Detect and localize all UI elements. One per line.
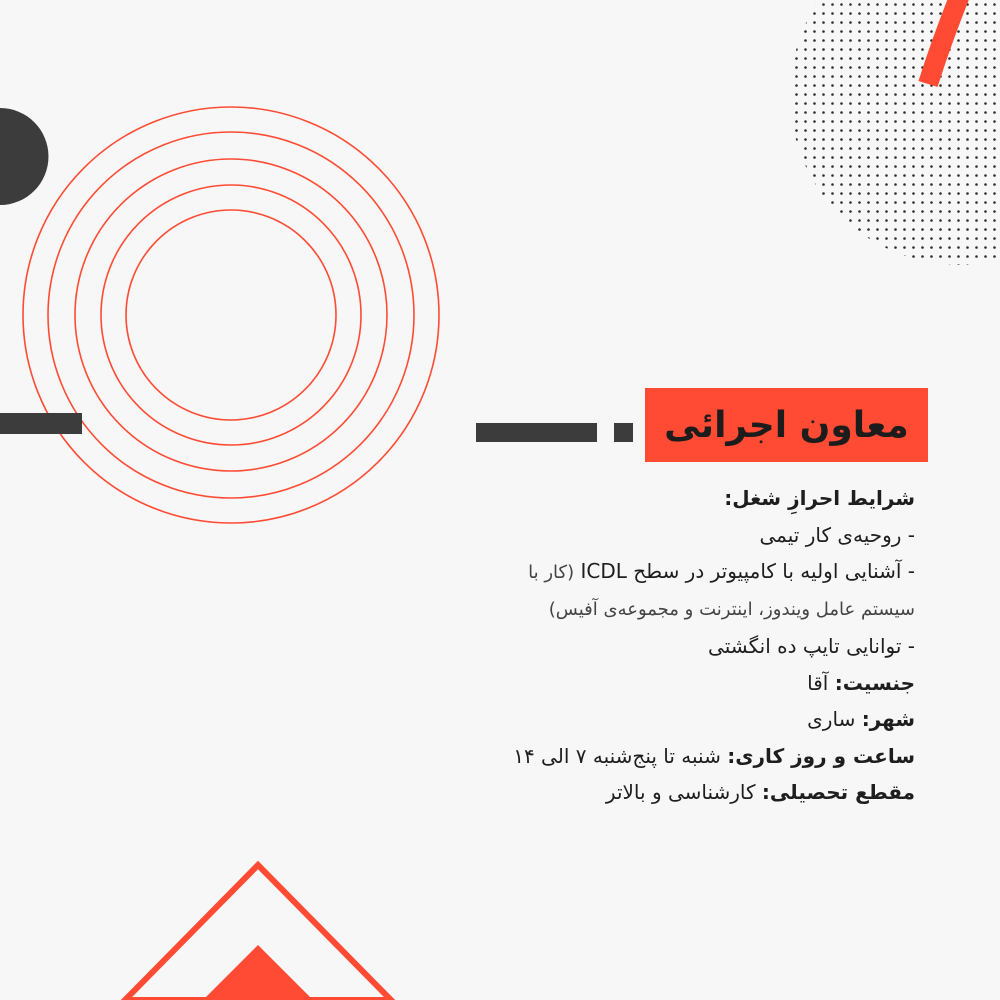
dark-half-circle-decoration — [0, 108, 48, 205]
city-label: شهر: — [861, 707, 915, 731]
gender-row — [395, 665, 915, 702]
left-dash-decoration — [0, 413, 82, 434]
city-row — [395, 701, 915, 738]
requirement-item-text: - آشنایی اولیه با کامپیوتر در سطح ICDL — [580, 559, 915, 583]
requirements-heading: شرایط احرازِ شغل: — [724, 486, 915, 510]
triangle-filled-decoration — [203, 945, 313, 1000]
title-banner — [645, 388, 928, 462]
hours-value: شنبه تا پنج‌شنبه ۷ الی ۱۴ — [513, 743, 721, 768]
dotted-circle-decoration — [780, 0, 1000, 280]
gender-label: جنسیت: — [834, 670, 915, 695]
education-label: مقطع تحصیلی: — [761, 780, 915, 804]
city-value: ساری — [807, 707, 856, 731]
education-value: کارشناسی و بالاتر — [605, 780, 756, 804]
job-details — [395, 480, 915, 811]
requirement-item: - روحیه‌ی کار تیمی — [759, 522, 915, 547]
title-dot-decoration — [614, 423, 633, 442]
requirement-item — [395, 553, 915, 592]
requirement-item-note: (کار با — [528, 562, 575, 583]
hours-label: ساعت و روز کاری: — [727, 743, 915, 768]
gender-value: آقا — [807, 670, 829, 695]
requirement-item: - توانایی تایپ ده انگشتی — [708, 634, 915, 658]
concentric-rings-decoration — [23, 107, 439, 523]
title-dash-decoration — [476, 423, 597, 442]
education-row — [395, 774, 915, 811]
hours-row — [395, 738, 915, 775]
page-title: معاون اجرائی — [664, 404, 909, 446]
requirement-item-continued: سیستم عامل ویندوز، اینترنت و مجموعه‌ی آفیس) — [548, 598, 915, 620]
